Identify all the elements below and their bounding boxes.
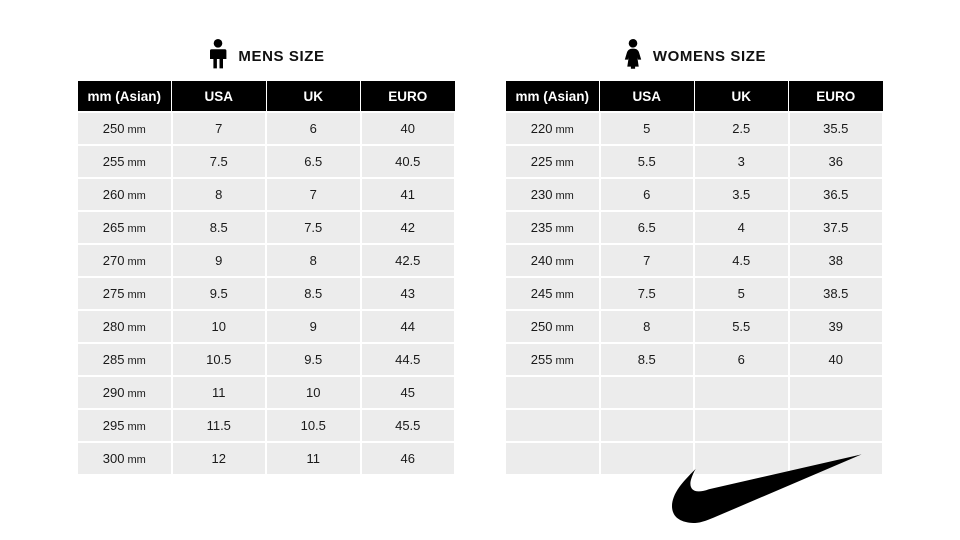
table-row [505, 343, 883, 376]
cell-usa: 10.5 [172, 343, 267, 376]
cell-euro: 41 [361, 178, 456, 211]
column-header-uk: UK [266, 81, 361, 113]
cell-uk: 6 [694, 343, 789, 376]
table-row [77, 343, 455, 376]
cell-mm [505, 376, 600, 409]
cell-usa [600, 376, 695, 409]
cell-mm-value: 295 [102, 418, 125, 433]
cell-euro: 43 [361, 277, 456, 310]
cell-uk: 3.5 [694, 178, 789, 211]
cell-mm [505, 343, 600, 376]
table-row-empty [505, 442, 883, 475]
table-row [77, 112, 455, 145]
table-row [505, 277, 883, 310]
cell-euro: 39 [789, 310, 884, 343]
cell-mm-unit: mm [555, 223, 574, 235]
table-header-row [77, 81, 455, 113]
cell-euro: 37.5 [789, 211, 884, 244]
cell-usa [600, 409, 695, 442]
cell-mm-unit: mm [555, 190, 574, 202]
cell-usa: 7.5 [600, 277, 695, 310]
cell-mm [505, 244, 600, 277]
cell-euro [789, 376, 884, 409]
cell-mm-unit: mm [555, 256, 574, 268]
table-row [77, 145, 455, 178]
cell-euro: 35.5 [789, 112, 884, 145]
cell-usa: 5.5 [600, 145, 695, 178]
cell-mm-value: 300 [102, 451, 125, 466]
column-header-mm: mm (Asian) [505, 81, 600, 113]
cell-mm-value: 220 [530, 121, 553, 136]
cell-usa: 5 [600, 112, 695, 145]
cell-usa: 7 [172, 112, 267, 145]
cell-mm-unit: mm [127, 157, 146, 169]
cell-usa: 7.5 [172, 145, 267, 178]
mens-table-head [77, 81, 455, 113]
cell-euro: 40.5 [361, 145, 456, 178]
table-row [505, 178, 883, 211]
mens-size-panel [76, 36, 456, 540]
cell-mm [77, 343, 172, 376]
table-row [77, 178, 455, 211]
cell-mm-unit: mm [127, 454, 146, 466]
cell-mm [505, 145, 600, 178]
cell-mm [77, 442, 172, 475]
cell-mm-value: 225 [530, 154, 553, 169]
cell-euro: 45 [361, 376, 456, 409]
cell-uk [694, 442, 789, 475]
cell-mm [505, 112, 600, 145]
cell-mm-unit: mm [555, 322, 574, 334]
womens-size-table [504, 80, 884, 476]
cell-mm-unit: mm [555, 289, 574, 301]
cell-euro: 36.5 [789, 178, 884, 211]
table-row [505, 244, 883, 277]
cell-mm [77, 211, 172, 244]
cell-mm-value: 290 [102, 385, 125, 400]
cell-uk: 7.5 [266, 211, 361, 244]
cell-euro [789, 409, 884, 442]
cell-usa: 7 [600, 244, 695, 277]
cell-mm-unit: mm [555, 124, 574, 136]
cell-uk: 6 [266, 112, 361, 145]
cell-mm [505, 178, 600, 211]
column-header-euro: EURO [361, 81, 456, 113]
cell-mm [77, 277, 172, 310]
cell-uk: 10 [266, 376, 361, 409]
table-row [505, 145, 883, 178]
cell-mm [505, 442, 600, 475]
table-row [505, 211, 883, 244]
table-row [77, 211, 455, 244]
mens-size-table [76, 80, 456, 476]
cell-mm-value: 255 [530, 352, 553, 367]
cell-mm-unit: mm [127, 355, 146, 367]
cell-mm [505, 409, 600, 442]
mens-panel-title: MENS SIZE [238, 47, 325, 65]
table-row [505, 310, 883, 343]
cell-euro: 36 [789, 145, 884, 178]
cell-uk: 2.5 [694, 112, 789, 145]
cell-uk: 11 [266, 442, 361, 475]
cell-euro: 44 [361, 310, 456, 343]
cell-euro: 38.5 [789, 277, 884, 310]
cell-mm-value: 270 [102, 253, 125, 268]
womens-panel-header [504, 36, 884, 76]
cell-mm-unit: mm [127, 322, 146, 334]
column-header-usa: USA [600, 81, 695, 113]
cell-euro: 42.5 [361, 244, 456, 277]
cell-mm-value: 240 [530, 253, 553, 268]
cell-usa: 12 [172, 442, 267, 475]
cell-uk [694, 376, 789, 409]
mens-panel-header [76, 36, 456, 76]
cell-usa: 6.5 [600, 211, 695, 244]
male-figure-icon [207, 39, 229, 73]
cell-uk: 4 [694, 211, 789, 244]
column-header-mm: mm (Asian) [77, 81, 172, 113]
cell-uk: 8 [266, 244, 361, 277]
cell-mm-value: 280 [102, 319, 125, 334]
cell-uk: 7 [266, 178, 361, 211]
cell-mm-unit: mm [127, 289, 146, 301]
cell-mm-value: 245 [530, 286, 553, 301]
cell-mm-value: 250 [102, 121, 125, 136]
cell-mm-value: 285 [102, 352, 125, 367]
cell-euro: 44.5 [361, 343, 456, 376]
cell-mm-unit: mm [127, 190, 146, 202]
cell-uk: 5.5 [694, 310, 789, 343]
cell-mm [77, 112, 172, 145]
table-row [77, 310, 455, 343]
cell-uk: 4.5 [694, 244, 789, 277]
cell-usa: 8 [600, 310, 695, 343]
cell-mm-value: 230 [530, 187, 553, 202]
cell-usa: 8.5 [172, 211, 267, 244]
cell-mm [505, 277, 600, 310]
cell-usa: 11.5 [172, 409, 267, 442]
column-header-usa: USA [172, 81, 267, 113]
cell-mm-unit: mm [127, 223, 146, 235]
cell-euro [789, 442, 884, 475]
cell-uk: 3 [694, 145, 789, 178]
cell-mm [77, 409, 172, 442]
cell-mm-unit: mm [127, 124, 146, 136]
table-row [77, 376, 455, 409]
womens-table-head [505, 81, 883, 113]
cell-usa [600, 442, 695, 475]
cell-usa: 9 [172, 244, 267, 277]
cell-mm-value: 275 [102, 286, 125, 301]
cell-mm-unit: mm [555, 157, 574, 169]
cell-uk: 8.5 [266, 277, 361, 310]
womens-panel-title: WOMENS SIZE [652, 47, 767, 65]
cell-mm-unit: mm [555, 355, 574, 367]
cell-mm [77, 244, 172, 277]
mens-table-body [77, 112, 455, 475]
cell-usa: 10 [172, 310, 267, 343]
cell-usa: 11 [172, 376, 267, 409]
cell-uk: 9.5 [266, 343, 361, 376]
cell-uk: 9 [266, 310, 361, 343]
womens-size-panel [504, 36, 884, 540]
table-row-empty [505, 376, 883, 409]
cell-euro: 38 [789, 244, 884, 277]
cell-mm-unit: mm [127, 421, 146, 433]
cell-mm-value: 235 [530, 220, 553, 235]
table-row-empty [505, 409, 883, 442]
cell-uk [694, 409, 789, 442]
cell-usa: 9.5 [172, 277, 267, 310]
cell-mm [77, 310, 172, 343]
cell-uk: 6.5 [266, 145, 361, 178]
cell-mm [505, 211, 600, 244]
cell-mm-unit: mm [127, 256, 146, 268]
cell-mm-value: 255 [102, 154, 125, 169]
cell-uk: 10.5 [266, 409, 361, 442]
womens-table-body [505, 112, 883, 475]
column-header-uk: UK [694, 81, 789, 113]
table-row [77, 244, 455, 277]
cell-euro: 42 [361, 211, 456, 244]
cell-euro: 46 [361, 442, 456, 475]
table-row [77, 277, 455, 310]
female-figure-icon [622, 39, 644, 73]
cell-uk: 5 [694, 277, 789, 310]
cell-euro: 45.5 [361, 409, 456, 442]
cell-mm [77, 178, 172, 211]
table-header-row [505, 81, 883, 113]
cell-mm [77, 376, 172, 409]
cell-mm [505, 310, 600, 343]
cell-mm-value: 250 [530, 319, 553, 334]
cell-usa: 8 [172, 178, 267, 211]
table-row [77, 442, 455, 475]
table-row [505, 112, 883, 145]
cell-euro: 40 [361, 112, 456, 145]
cell-mm-value: 265 [102, 220, 125, 235]
cell-usa: 8.5 [600, 343, 695, 376]
cell-mm-value: 260 [102, 187, 125, 202]
cell-mm [77, 145, 172, 178]
cell-usa: 6 [600, 178, 695, 211]
column-header-euro: EURO [789, 81, 884, 113]
cell-mm-unit: mm [127, 388, 146, 400]
cell-euro: 40 [789, 343, 884, 376]
table-row [77, 409, 455, 442]
